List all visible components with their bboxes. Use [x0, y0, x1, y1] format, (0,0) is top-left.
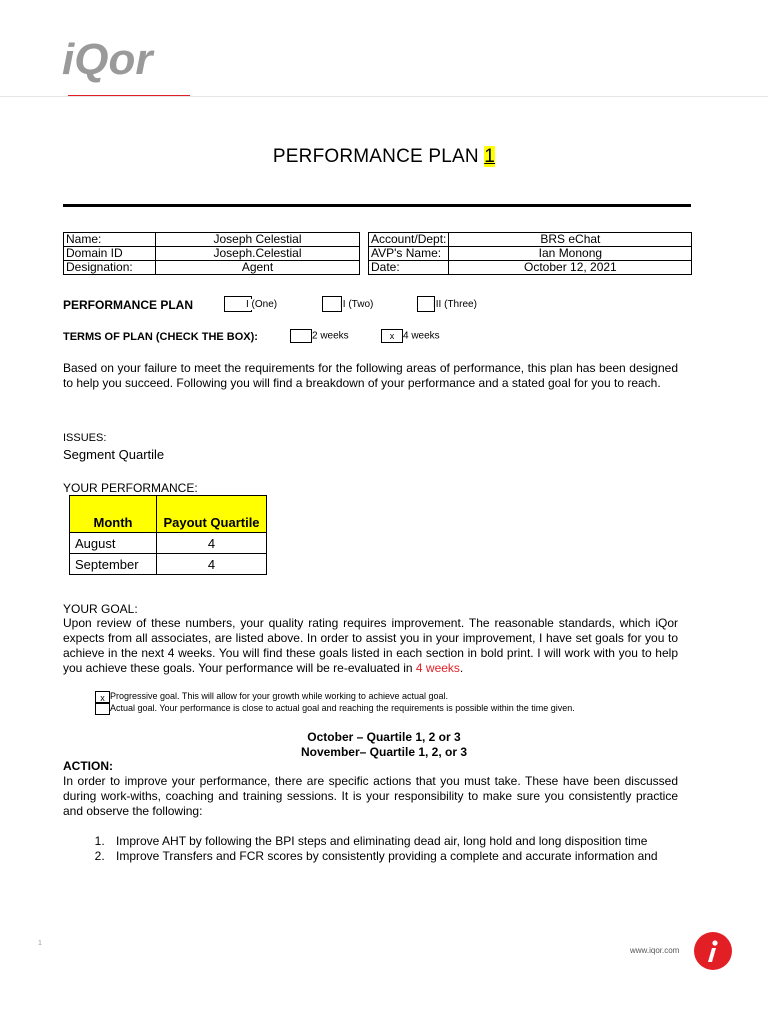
checkbox[interactable] — [95, 703, 110, 715]
table-row — [369, 247, 692, 261]
info-value: Ian Monong — [449, 247, 692, 261]
info-value: Agent — [156, 261, 360, 275]
term-option-2-weeks[interactable]: 2 weeks — [290, 329, 349, 343]
list-item: 1. Improve AHT by following the BPI steps and eliminating dead air, long hold and long disposition time — [108, 834, 703, 849]
col-payout-quartile: Payout Quartile — [157, 496, 267, 533]
account-info-table — [368, 232, 692, 275]
table-row — [369, 233, 692, 247]
table-row — [70, 533, 267, 554]
info-label: Domain ID — [64, 247, 156, 261]
term-option-4-weeks[interactable]: x 4 weeks — [381, 329, 440, 343]
goal-option-actual[interactable]: Actual goal. Your performance is close to actual goal and reaching the requirements is possible within the time given. — [95, 702, 575, 715]
info-label: Name: — [64, 233, 156, 247]
table-row — [70, 554, 267, 575]
table-row — [64, 233, 360, 247]
info-label: AVP's Name: — [369, 247, 449, 261]
info-value: BRS eChat — [449, 233, 692, 247]
month-cell: September — [70, 554, 157, 575]
performance-table — [69, 495, 267, 575]
table-row — [369, 261, 692, 275]
logo-text: iQor — [62, 35, 153, 84]
action-list — [63, 834, 703, 864]
quartile-cell: 4 — [157, 554, 267, 575]
plan-number: 1 — [484, 146, 496, 167]
goal-option-progressive[interactable]: x Progressive goal. This will allow for your growth while working to achieve actual goal. — [95, 690, 448, 703]
action-paragraph: In order to improve your performance, there are specific actions that you must take. These have been discussed during work-withs, coaching and training sessions. It is your responsibility to make sure you consistently practice and observe the following: — [63, 774, 678, 818]
terms-label: TERMS OF PLAN (CHECK THE BOX): — [63, 331, 258, 343]
issues-heading: ISSUES: — [63, 432, 107, 444]
issues-item: Segment Quartile — [63, 447, 165, 462]
website-link[interactable]: www.iqor.com — [630, 946, 680, 955]
goal-paragraph: Upon review of these numbers, your quality rating requires improvement. The reasonable standards, which iQor expects from all associates, are listed above. In order to assist you in your improvement, I have set goals for you to achieve in the next 4 weeks. You will find these goals listed in each section in bold print. I will work with you to help you achieve these goals. Your performance will be re-evaluated in 4 weeks. — [63, 616, 678, 675]
employee-info-table — [63, 232, 360, 275]
target-november: November– Quartile 1, 2, or 3 — [300, 745, 468, 759]
checkbox[interactable]: x — [95, 691, 110, 703]
performance-heading: YOUR PERFORMANCE: — [63, 481, 198, 495]
info-value: October 12, 2021 — [449, 261, 692, 275]
checkbox[interactable] — [322, 296, 342, 312]
checkbox[interactable] — [290, 329, 312, 343]
page-number: 1 — [38, 940, 42, 947]
goal-deadline: 4 weeks — [415, 661, 460, 675]
header-divider — [0, 96, 768, 97]
col-month: Month — [70, 496, 157, 533]
plan-label: PERFORMANCE PLAN — [63, 298, 194, 312]
plan-option-two[interactable]: II (Two) — [322, 296, 373, 312]
month-cell: August — [70, 533, 157, 554]
info-label: Account/Dept: — [369, 233, 449, 247]
list-item: 2. Improve Transfers and FCR scores by consistently providing a complete and accurate information and — [108, 849, 703, 864]
plan-option-one[interactable]: I (One) — [224, 296, 277, 312]
goal-heading: YOUR GOAL: — [63, 602, 138, 616]
intro-paragraph: Based on your failure to meet the requirements for the following areas of performance, this plan has been designed to help you succeed. Following you will find a breakdown of your performance and a stated goal for you to reach. — [63, 361, 678, 390]
info-value: Joseph.Celestial — [156, 247, 360, 261]
table-header-row — [70, 496, 267, 533]
info-label: Date: — [369, 261, 449, 275]
title-text: PERFORMANCE PLAN — [272, 146, 479, 167]
info-value: Joseph Celestial — [156, 233, 360, 247]
target-october: October – Quartile 1, 2 or 3 — [307, 730, 461, 744]
table-row — [64, 247, 360, 261]
title-rule — [63, 204, 691, 207]
iqor-badge-icon — [694, 932, 732, 970]
table-row — [64, 261, 360, 275]
quartile-cell: 4 — [157, 533, 267, 554]
page-title — [0, 146, 768, 168]
checkbox[interactable]: x — [381, 329, 403, 343]
plan-option-three[interactable]: III (Three) — [417, 296, 477, 312]
info-label: Designation: — [64, 261, 156, 275]
action-heading: ACTION: — [63, 759, 113, 773]
iqor-logo — [62, 34, 192, 84]
